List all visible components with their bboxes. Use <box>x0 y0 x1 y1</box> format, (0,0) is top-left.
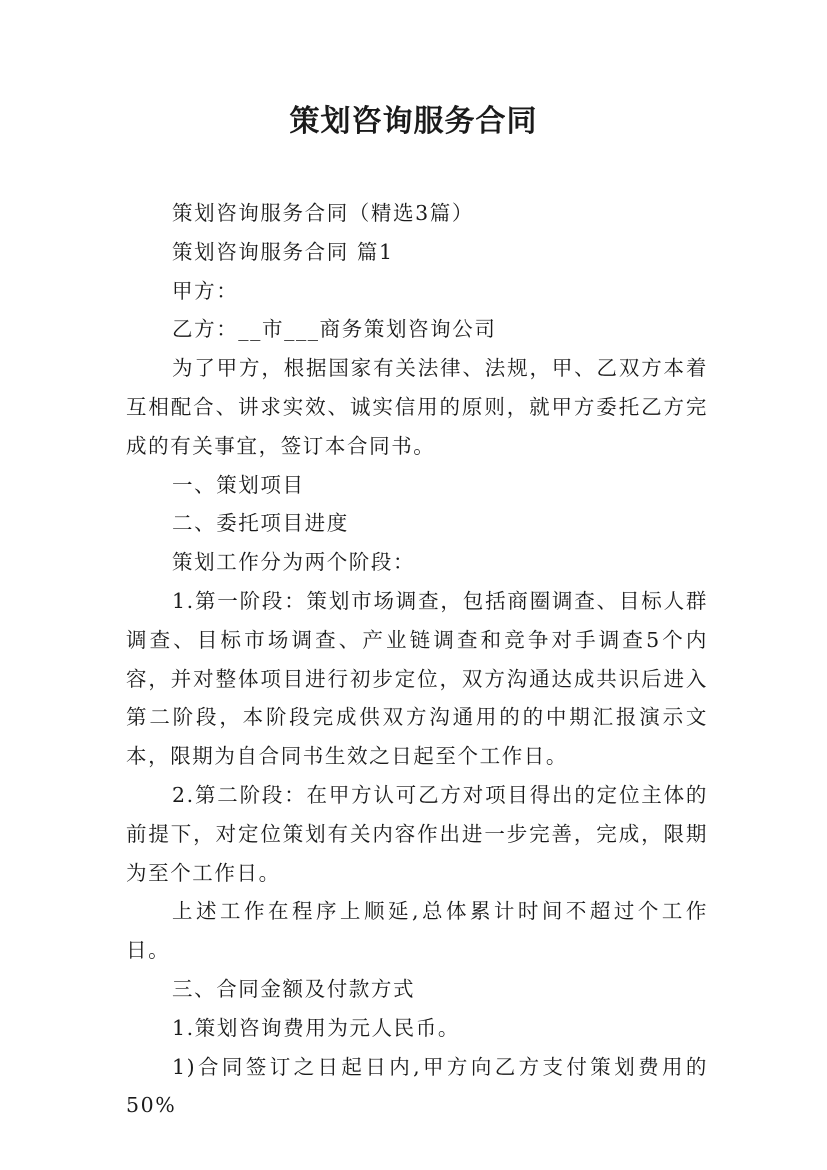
paragraph-clause-3-heading: 三、合同金额及付款方式 <box>172 976 416 1001</box>
paragraph-payment-1: 1)合同签订之日起日内,甲方向乙方支付策划费用的50% <box>126 1054 708 1118</box>
paragraph-party-b: 乙方：__市___商务策划咨询公司 <box>172 317 497 342</box>
document-body <box>126 194 708 1125</box>
paragraph-stage-2: 2.第二阶段：在甲方认可乙方对项目得出的定位主体的前提下，对定位策划有关内容作出进一步完善，完成，限期为至个工作日。 <box>126 782 708 885</box>
paragraph-schedule-note: 上述工作在程序上顺延,总体累计时间不超过个工作日。 <box>126 899 708 963</box>
document-title: 策划咨询服务合同 <box>289 104 538 139</box>
paragraph-subtitle: 策划咨询服务合同（精选3篇） <box>172 201 474 225</box>
paragraph-clause-2-heading: 二、委托项目进度 <box>172 511 349 536</box>
paragraph-stage-1: 1.第一阶段：策划市场调查，包括商圈调查、目标人群调查、目标市场调查、产业链调查和竞争对手调查5个内容，并对整体项目进行初步定位，双方沟通达成共识后进入第二阶段，本阶段完成供双方沟通用的的中期汇报演示文本，限期为自合同书生效之日起至个工作日。 <box>126 588 708 769</box>
paragraph-clause-1-heading: 一、策划项目 <box>172 472 305 497</box>
paragraph-section-heading: 策划咨询服务合同 篇1 <box>172 239 394 264</box>
paragraph-stages-intro: 策划工作分为两个阶段： <box>172 550 416 575</box>
paragraph-party-a: 甲方： <box>172 278 239 303</box>
paragraph-fee: 1.策划咨询费用为元人民币。 <box>172 1015 460 1040</box>
paragraph-preamble: 为了甲方，根据国家有关法律、法规，甲、乙双方本着互相配合、讲求实效、诚实信用的原则，就甲方委托乙方完成的有关事宜，签订本合同书。 <box>126 356 708 458</box>
